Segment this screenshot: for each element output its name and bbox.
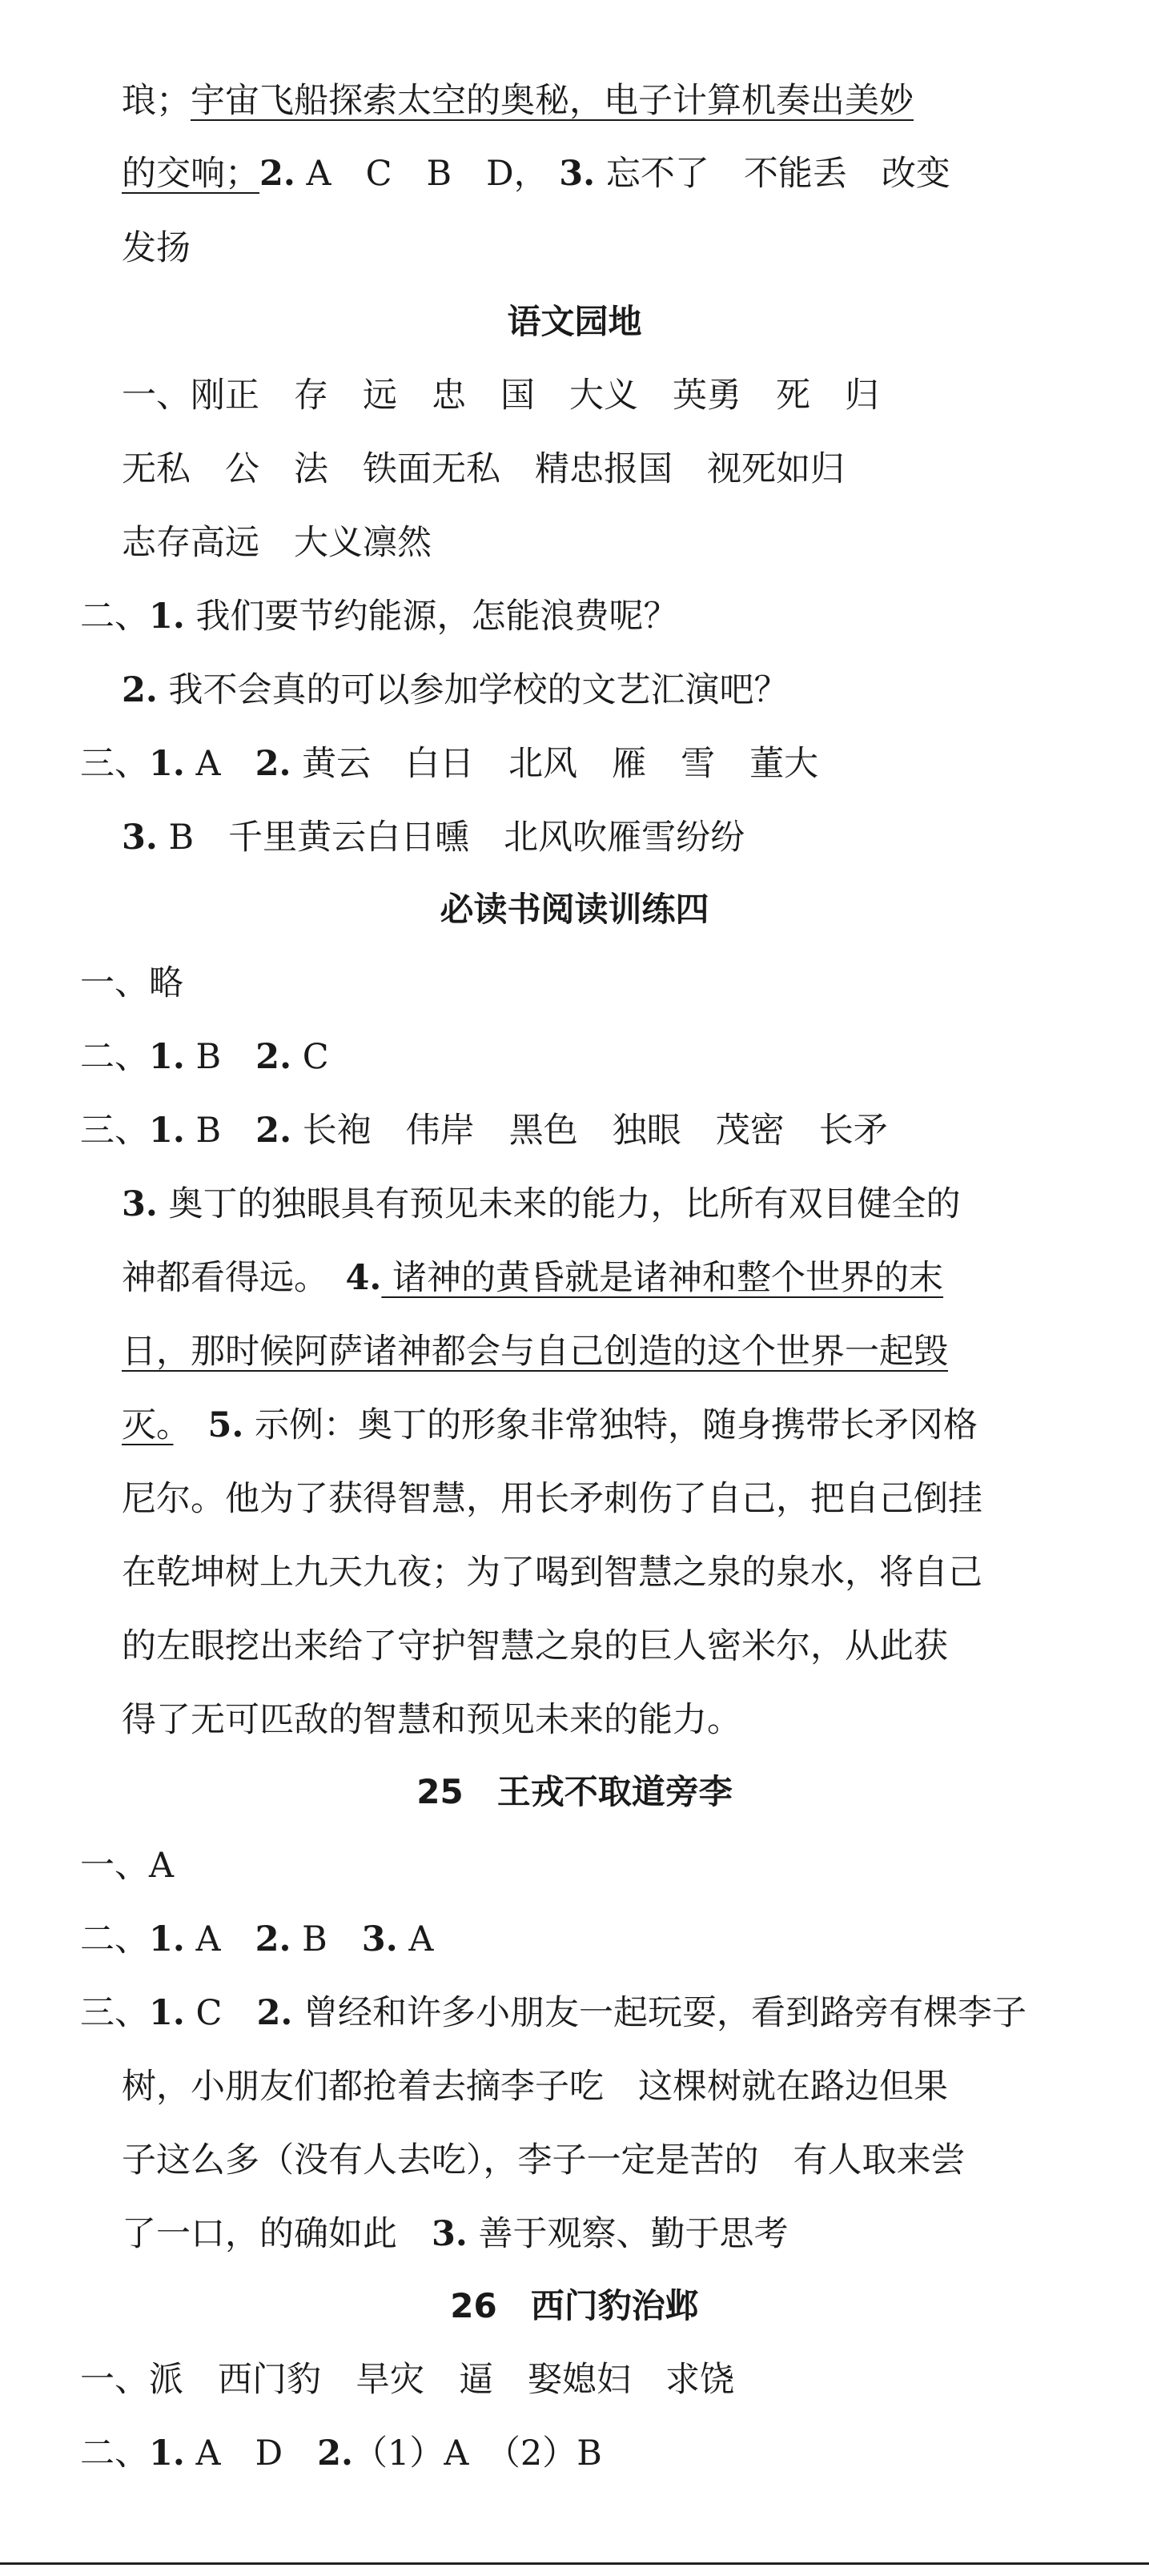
- answer-text: 琅；: [122, 81, 191, 121]
- answer-text: （1）A （2）B: [352, 2433, 602, 2474]
- question-number: 2.: [256, 1993, 293, 2033]
- answer-text: B: [184, 1037, 256, 1077]
- question-number: 1.: [149, 744, 185, 784]
- answer-line: [80, 1033, 1149, 1081]
- question-number: 2.: [259, 154, 295, 194]
- answer-line: [122, 1254, 1149, 1302]
- answer-line: [80, 593, 1149, 641]
- answer-line: [122, 1401, 1149, 1449]
- answer-line: [80, 1107, 1149, 1155]
- answer-line: 得了无可匹敌的智慧和预见未来的能力。: [122, 1700, 741, 1740]
- answer-line: [122, 150, 1149, 198]
- answer-text: A: [184, 744, 255, 784]
- section-marker: 三、: [80, 744, 149, 784]
- answer-text: 黄云 白日 北风 雁 雪 董大: [291, 744, 819, 784]
- answer-text: B: [291, 1919, 362, 1959]
- question-number: 2.: [255, 1111, 292, 1151]
- answer-text: 我不会真的可以参加学校的文艺汇演吧？: [157, 670, 789, 710]
- section-heading: 25 王戎不取道旁李: [416, 1772, 733, 1811]
- answer-line: [80, 2429, 1149, 2478]
- answer-line: [122, 1328, 1149, 1376]
- underlined-answer: 宇宙飞船探索太空的奥秘，电子计算机奏出美妙: [191, 81, 914, 121]
- answer-text: 长袍 伟岸 黑色 独眼 茂密 长矛: [291, 1111, 888, 1151]
- section-marker: 二、: [80, 597, 149, 637]
- bottom-rule: [0, 2562, 1149, 2565]
- question-number: 3.: [122, 818, 158, 858]
- answer-text: A D: [184, 2433, 318, 2474]
- answer-text: B 千里黄云白日曛 北风吹雁雪纷纷: [157, 818, 745, 858]
- answer-text: 神都看得远。: [122, 1258, 346, 1298]
- answer-text: 我们要节约能源，怎能浪费呢？: [184, 597, 678, 637]
- question-number: 1.: [149, 2433, 185, 2474]
- answer-text: 善于观察、勤于思考: [467, 2214, 789, 2254]
- question-number: 1.: [149, 1037, 185, 1077]
- answer-text: 了一口，的确如此: [122, 2214, 432, 2254]
- answer-line: [122, 2210, 1149, 2258]
- question-number: 3.: [559, 154, 596, 194]
- question-number: 1.: [149, 597, 185, 637]
- question-number: 5.: [207, 1405, 244, 1445]
- answer-line: 志存高远 大义凛然: [122, 523, 432, 563]
- question-number: 1.: [149, 1993, 185, 2033]
- answer-text: A: [184, 1919, 255, 1959]
- question-number: 2.: [255, 1919, 291, 1959]
- answer-line: 树，小朋友们都抢着去摘李子吃 这棵树就在路边但果: [122, 2067, 948, 2107]
- underlined-answer: 诸神的黄昏就是诸神和整个世界的末: [381, 1258, 944, 1298]
- answer-line: 在乾坤树上九天九夜；为了喝到智慧之泉的泉水，将自己: [122, 1553, 982, 1593]
- answer-line: 一、刚正 存 远 忠 国 大义 英勇 死 归: [122, 376, 879, 416]
- answer-text: A C B D，: [295, 154, 560, 194]
- answer-line: [80, 1915, 1149, 1963]
- section-marker: 二、: [80, 1919, 149, 1959]
- answer-text: C: [184, 1993, 257, 2033]
- answer-line: 无私 公 法 铁面无私 精忠报国 视死如归: [122, 449, 845, 489]
- question-number: 2.: [255, 744, 291, 784]
- answer-text: [174, 1405, 208, 1445]
- answer-line: 一、派 西门豹 旱灾 逼 娶媳妇 求饶: [80, 2360, 734, 2400]
- section-heading: 26 西门豹治邺: [450, 2286, 699, 2325]
- answer-line: [122, 77, 1149, 125]
- answer-line: [80, 1989, 1149, 2037]
- answer-text: C: [291, 1037, 329, 1077]
- question-number: 3.: [361, 1919, 398, 1959]
- answer-text: 奥丁的独眼具有预见未来的能力，比所有双目健全的: [157, 1184, 961, 1224]
- question-number: 2.: [255, 1037, 292, 1077]
- question-number: 1.: [149, 1111, 185, 1151]
- underlined-answer: 的交响；: [122, 154, 259, 194]
- answer-line: 尼尔。他为了获得智慧，用长矛刺伤了自己，把自己倒挂: [122, 1479, 982, 1519]
- question-number: 2.: [317, 2433, 353, 2474]
- answer-text: 忘不了 不能丢 改变: [595, 154, 950, 194]
- answer-line: 子这么多（没有人去吃），李子一定是苦的 有人取来尝: [122, 2140, 966, 2180]
- answer-line: [122, 666, 1149, 714]
- answer-line: [122, 814, 1149, 862]
- question-number: 3.: [432, 2214, 468, 2254]
- question-number: 4.: [345, 1258, 382, 1298]
- section-marker: 三、: [80, 1111, 149, 1151]
- underlined-answer: 日，那时候阿萨诸神都会与自己创造的这个世界一起毁: [122, 1332, 948, 1372]
- answer-text: B: [184, 1111, 256, 1151]
- answer-line: 一、A: [80, 1846, 175, 1886]
- answer-text: A: [397, 1919, 434, 1959]
- answer-line: [80, 740, 1149, 788]
- section-heading: 语文园地: [507, 302, 642, 341]
- question-number: 1.: [149, 1919, 185, 1959]
- answer-line: 一、略: [80, 963, 183, 1003]
- question-number: 2.: [122, 670, 158, 710]
- answer-line: 的左眼挖出来给了守护智慧之泉的巨人密米尔，从此获: [122, 1626, 948, 1666]
- section-heading: 必读书阅读训练四: [440, 890, 709, 929]
- section-marker: 二、: [80, 1037, 149, 1077]
- answer-text: 示例：奥丁的形象非常独特，随身携带长矛冈格: [243, 1405, 978, 1445]
- section-marker: 二、: [80, 2433, 149, 2474]
- answer-line: [122, 1180, 1149, 1228]
- answer-text: 曾经和许多小朋友一起玩耍，看到路旁有棵李子: [292, 1993, 1027, 2033]
- answer-line: 发扬: [122, 228, 191, 268]
- section-marker: 三、: [80, 1993, 149, 2033]
- underlined-answer: 灭。: [122, 1405, 174, 1445]
- question-number: 3.: [122, 1184, 158, 1224]
